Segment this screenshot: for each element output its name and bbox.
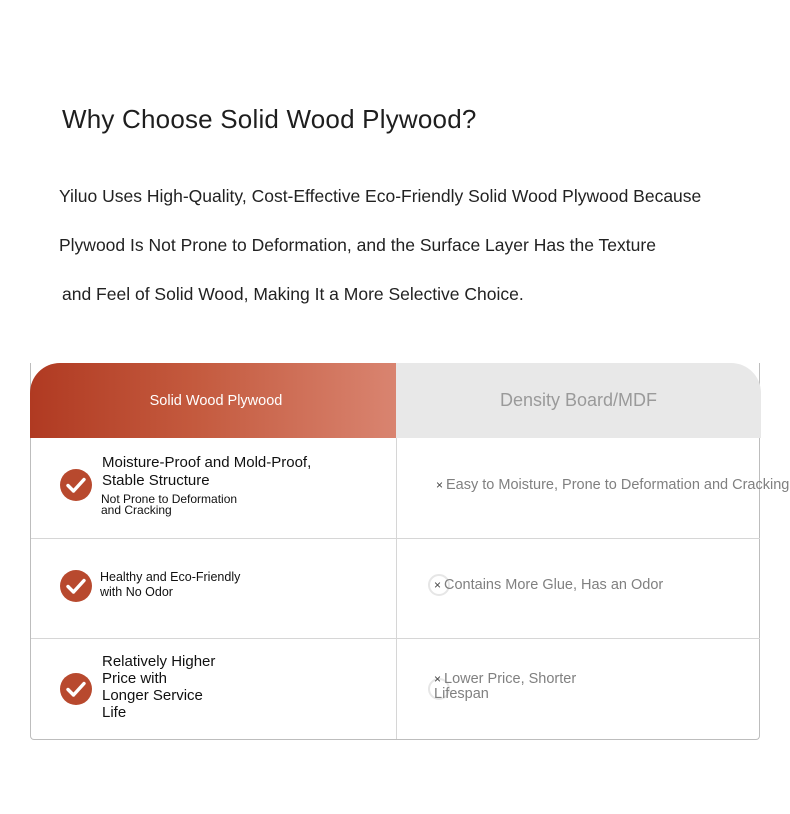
disadvantage-label: Contains More Glue, Has an Odor <box>444 577 664 593</box>
check-circle-icon <box>60 469 92 501</box>
column-header-solid-wood-plywood <box>30 363 396 438</box>
check-circle-icon <box>60 673 92 705</box>
column-header-density-board <box>396 363 761 438</box>
advantage-title <box>100 570 240 600</box>
advantage-title-line: Price with <box>102 670 168 687</box>
advantage-title-line: Relatively Higher <box>102 653 216 670</box>
disadvantage-label: Easy to Moisture, Prone to Deformation and Cracking <box>446 477 790 493</box>
advantage-detail-line: and Cracking <box>101 503 172 517</box>
cross-icon: × <box>434 672 442 686</box>
comparison-table <box>30 363 790 740</box>
advantage-detail <box>101 494 311 516</box>
advantage-title-line: Life <box>102 704 127 721</box>
cross-icon: × <box>434 578 442 592</box>
advantage-title-line: Stable Structure <box>102 472 210 489</box>
advantage-title-line: Moisture-Proof and Mold-Proof, <box>102 454 312 471</box>
advantage-text <box>102 454 311 516</box>
disadvantage-text <box>434 672 576 702</box>
table-row <box>31 539 760 638</box>
intro-line-3: and Feel of Solid Wood, Making It a More Selective Choice. <box>62 284 524 304</box>
disadvantage-text <box>434 577 663 593</box>
intro-line-1: Yiluo Uses High-Quality, Cost-Effective Eco-Friendly Solid Wood Plywood Because <box>59 186 702 206</box>
advantage-title-line: with No Odor <box>100 585 173 599</box>
advantage-title-line: Healthy and Eco-Friendly <box>100 570 241 584</box>
disadvantage-text <box>436 477 789 493</box>
intro-line-2: Plywood Is Not Prone to Deformation, and the Surface Layer Has the Texture <box>59 235 656 255</box>
advantage-text <box>102 653 215 721</box>
advantage-title-line: Longer Service <box>102 687 203 704</box>
advantage-title <box>102 653 215 721</box>
column-header-label: Density Board/MDF <box>499 390 658 410</box>
table-row <box>31 438 790 538</box>
page-title: Why Choose Solid Wood Plywood? <box>62 104 477 134</box>
table-row <box>31 639 760 739</box>
advantage-detail-line: Not Prone to Deformation <box>101 492 238 506</box>
advantage-title <box>102 454 311 490</box>
cross-icon: × <box>436 478 444 492</box>
disadvantage-label: Lifespan <box>434 686 489 702</box>
column-header-label: Solid Wood Plywood <box>149 392 283 409</box>
advantage-text <box>100 570 240 600</box>
check-circle-icon <box>60 570 92 602</box>
disadvantage-label: Lower Price, Shorter <box>444 671 577 687</box>
